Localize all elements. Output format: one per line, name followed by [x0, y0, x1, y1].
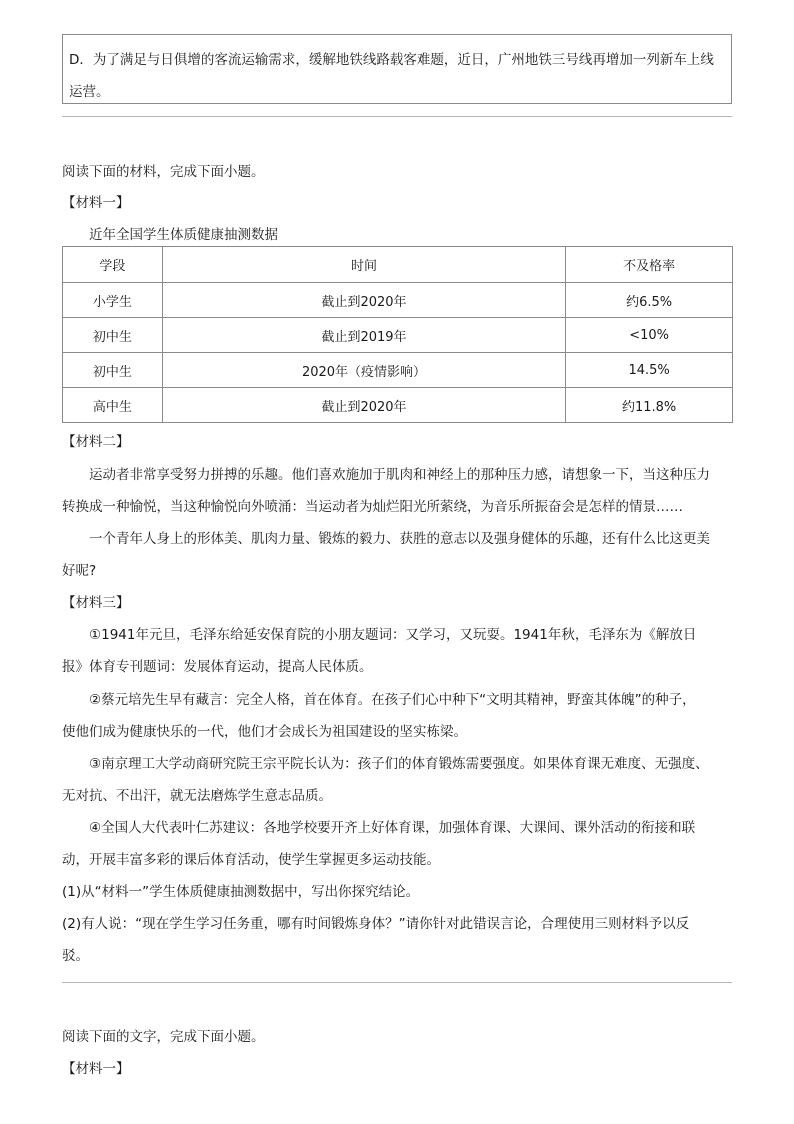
- table-cell: 截止到2020年: [162, 283, 565, 318]
- material-2-text: 一个青年人身上的形体美、肌肉力量、锻炼的毅力、获胜的意志以及强身健体的乐趣，还有什么比这更美: [89, 531, 710, 547]
- fitness-data-table: [62, 246, 733, 423]
- table-title: 近年全国学生体质健康抽测数据: [89, 227, 278, 243]
- table-cell: <10%: [566, 318, 733, 353]
- table-cell: 14.5%: [566, 353, 733, 388]
- option-d-line2: 运营。: [69, 84, 110, 100]
- table-cell: 约11.8%: [566, 388, 733, 423]
- section-intro: 阅读下面的材料，完成下面小题。: [62, 164, 265, 180]
- material-1-label: 【材料一】: [62, 1061, 130, 1077]
- material-1-label: 【材料一】: [62, 195, 130, 211]
- table-cell: 高中生: [63, 388, 163, 423]
- material-3-item: ④全国人大代表叶仁苏建议：各地学校要开齐上好体育课，加强体育课、大课间、课外活动的衔接和联: [89, 820, 696, 836]
- material-2-text: 好呢?: [62, 563, 97, 579]
- material-3-item: ②蔡元培先生早有藏言：完全人格，首在体育。在孩子们心中种下“文明其精神，野蛮其体魄”的种子，: [89, 692, 696, 708]
- option-d-box: [62, 34, 732, 104]
- table-row: [63, 283, 733, 318]
- table-header: 不及格率: [566, 247, 733, 283]
- table-cell: 约6.5%: [566, 283, 733, 318]
- material-3-item: ③南京理工大学动商研究院王宗平院长认为：孩子们的体育锻炼需要强度。如果体育课无难度、无强度、: [89, 756, 709, 772]
- table-cell: 截止到2019年: [162, 318, 565, 353]
- table-cell: 初中生: [63, 318, 163, 353]
- section-divider: [62, 116, 732, 117]
- section-intro: 阅读下面的文字，完成下面小题。: [62, 1029, 265, 1045]
- table-row: [63, 318, 733, 353]
- question-1: (1)从“材料一”学生体质健康抽测数据中，写出你探究结论。: [62, 884, 420, 900]
- material-3-label: 【材料三】: [62, 595, 130, 611]
- table-cell: 小学生: [63, 283, 163, 318]
- material-2-text: 运动者非常享受努力拼搏的乐趣。他们喜欢施加于肌肉和神经上的那种压力感，请想象一下，当这种压力: [89, 467, 710, 483]
- table-cell: 2020年（疫情影响）: [162, 353, 565, 388]
- table-cell: 初中生: [63, 353, 163, 388]
- material-2-text: 转换成一种愉悦，当这种愉悦向外喷涌：当运动者为灿烂阳光所萦绕，为音乐所振奋会是怎样的情景……: [62, 499, 683, 515]
- table-cell: 截止到2020年: [162, 388, 565, 423]
- table-row: [63, 353, 733, 388]
- table-row: [63, 388, 733, 423]
- material-3-item: 动，开展丰富多彩的课后体育活动，使学生掌握更多运动技能。: [62, 852, 440, 868]
- question-2: (2)有人说：“现在学生学习任务重，哪有时间锻炼身体？”请你针对此错误言论，合理使用三则材料予以反: [62, 916, 690, 932]
- question-2: 驳。: [62, 948, 89, 964]
- material-3-item: ①1941年元旦，毛泽东给延安保育院的小朋友题词：又学习，又玩耍。1941年秋，毛泽东为《解放日: [89, 627, 697, 643]
- table-header: 学段: [63, 247, 163, 283]
- material-3-item: 报》体育专刊题词：发展体育运动，提高人民体质。: [62, 659, 373, 675]
- material-3-item: 无对抗、不出汗，就无法磨炼学生意志品质。: [62, 788, 332, 804]
- section-divider: [62, 982, 732, 983]
- material-3-item: 使他们成为健康快乐的一代，他们才会成长为祖国建设的坚实栋梁。: [62, 724, 467, 740]
- table-header: 时间: [162, 247, 565, 283]
- material-2-label: 【材料二】: [62, 434, 130, 450]
- option-d-line1: D．为了满足与日俱增的客流运输需求，缓解地铁线路载客难题，近日，广州地铁三号线再增加一列新车上线: [69, 52, 714, 68]
- table-header-row: [63, 247, 733, 283]
